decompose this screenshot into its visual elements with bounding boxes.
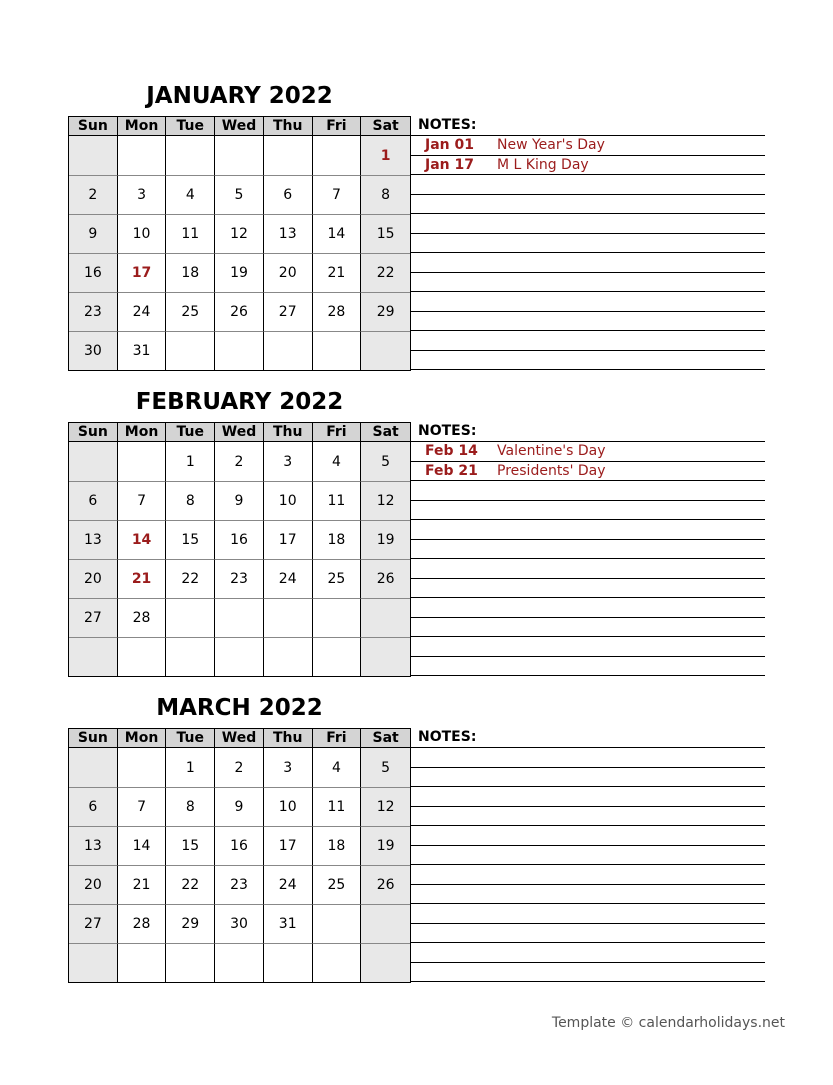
day-cell[interactable]: 9 bbox=[215, 481, 264, 520]
day-cell[interactable]: 12 bbox=[361, 481, 410, 520]
weekday-header: Tue bbox=[166, 117, 215, 136]
empty-day-cell bbox=[118, 748, 167, 787]
day-cell[interactable]: 19 bbox=[361, 826, 410, 865]
day-cell[interactable]: 18 bbox=[166, 253, 215, 292]
empty-day-cell bbox=[215, 136, 264, 175]
empty-day-cell bbox=[264, 331, 313, 370]
weekday-header: Tue bbox=[166, 423, 215, 442]
day-cell[interactable]: 4 bbox=[166, 175, 215, 214]
day-cell[interactable]: 31 bbox=[118, 331, 167, 370]
notes-line[interactable] bbox=[411, 331, 765, 351]
day-cell[interactable]: 27 bbox=[264, 292, 313, 331]
day-cell[interactable]: 5 bbox=[361, 442, 410, 481]
notes-line[interactable] bbox=[411, 442, 765, 462]
day-cell[interactable]: 18 bbox=[313, 520, 362, 559]
empty-day-cell bbox=[69, 136, 118, 175]
day-cell[interactable]: 26 bbox=[361, 559, 410, 598]
day-cell[interactable]: 7 bbox=[118, 481, 167, 520]
empty-day-cell bbox=[166, 598, 215, 637]
notes-label: NOTES: bbox=[411, 422, 765, 442]
day-cell[interactable]: 6 bbox=[264, 175, 313, 214]
weekday-header: Thu bbox=[264, 729, 313, 748]
day-cell[interactable]: 25 bbox=[313, 865, 362, 904]
empty-day-cell bbox=[313, 943, 362, 982]
notes-line[interactable] bbox=[411, 657, 765, 677]
notes-line[interactable] bbox=[411, 885, 765, 905]
notes-line[interactable] bbox=[411, 273, 765, 293]
weekday-header: Fri bbox=[313, 117, 362, 136]
month-title: JANUARY 2022 bbox=[146, 83, 333, 109]
empty-day-cell bbox=[361, 904, 410, 943]
day-cell[interactable]: 21 bbox=[118, 559, 167, 598]
day-cell[interactable]: 31 bbox=[264, 904, 313, 943]
weekday-header: Sun bbox=[69, 729, 118, 748]
notes-line[interactable] bbox=[411, 195, 765, 215]
empty-day-cell bbox=[69, 943, 118, 982]
day-cell[interactable]: 23 bbox=[69, 292, 118, 331]
notes-line[interactable] bbox=[411, 598, 765, 618]
notes-line[interactable] bbox=[411, 924, 765, 944]
day-cell[interactable]: 11 bbox=[313, 787, 362, 826]
notes-line[interactable] bbox=[411, 787, 765, 807]
day-cell[interactable]: 3 bbox=[118, 175, 167, 214]
empty-day-cell bbox=[361, 637, 410, 676]
notes-line[interactable] bbox=[411, 637, 765, 657]
day-cell[interactable]: 16 bbox=[215, 826, 264, 865]
day-cell[interactable]: 17 bbox=[264, 826, 313, 865]
notes-line[interactable] bbox=[411, 520, 765, 540]
notes-label: NOTES: bbox=[411, 728, 765, 748]
notes-line[interactable] bbox=[411, 253, 765, 273]
empty-day-cell bbox=[264, 637, 313, 676]
notes-line[interactable] bbox=[411, 234, 765, 254]
notes-section bbox=[411, 422, 765, 676]
weekday-header: Mon bbox=[118, 729, 167, 748]
weekday-header: Wed bbox=[215, 729, 264, 748]
day-cell[interactable]: 30 bbox=[215, 904, 264, 943]
empty-day-cell bbox=[69, 637, 118, 676]
notes-line[interactable] bbox=[411, 312, 765, 332]
holiday-name: Valentine's Day bbox=[497, 443, 606, 459]
notes-line[interactable] bbox=[411, 904, 765, 924]
day-cell[interactable]: 15 bbox=[361, 214, 410, 253]
empty-day-cell bbox=[118, 136, 167, 175]
notes-label: NOTES: bbox=[411, 116, 765, 136]
day-cell[interactable]: 6 bbox=[69, 787, 118, 826]
day-cell[interactable]: 21 bbox=[313, 253, 362, 292]
month-block-1 bbox=[68, 386, 768, 686]
notes-line[interactable] bbox=[411, 865, 765, 885]
day-cell[interactable]: 28 bbox=[118, 598, 167, 637]
day-cell[interactable]: 27 bbox=[69, 904, 118, 943]
holiday-name: Presidents' Day bbox=[497, 462, 606, 479]
weekday-header: Sun bbox=[69, 117, 118, 136]
empty-day-cell bbox=[69, 442, 118, 481]
holiday-date: Feb 14 bbox=[425, 443, 478, 459]
day-cell[interactable]: 7 bbox=[118, 787, 167, 826]
day-cell[interactable]: 12 bbox=[215, 214, 264, 253]
day-cell[interactable]: 13 bbox=[264, 214, 313, 253]
day-cell[interactable]: 19 bbox=[215, 253, 264, 292]
empty-day-cell bbox=[215, 637, 264, 676]
empty-day-cell bbox=[313, 331, 362, 370]
day-cell[interactable]: 29 bbox=[166, 904, 215, 943]
empty-day-cell bbox=[313, 136, 362, 175]
weekday-header: Fri bbox=[313, 729, 362, 748]
day-cell[interactable]: 24 bbox=[264, 559, 313, 598]
day-cell[interactable]: 26 bbox=[215, 292, 264, 331]
day-cell[interactable]: 24 bbox=[118, 292, 167, 331]
day-cell[interactable]: 17 bbox=[118, 253, 167, 292]
day-cell[interactable]: 10 bbox=[264, 481, 313, 520]
calendar-grid bbox=[68, 422, 411, 677]
month-block-2 bbox=[68, 692, 768, 992]
notes-line[interactable] bbox=[411, 826, 765, 846]
day-cell[interactable]: 21 bbox=[118, 865, 167, 904]
weekday-header: Thu bbox=[264, 117, 313, 136]
holiday-name: New Year's Day bbox=[497, 137, 605, 153]
holiday-name: M L King Day bbox=[497, 156, 589, 173]
day-cell[interactable]: 2 bbox=[69, 175, 118, 214]
empty-day-cell bbox=[166, 136, 215, 175]
day-cell[interactable]: 3 bbox=[264, 748, 313, 787]
notes-line[interactable] bbox=[411, 618, 765, 638]
footer-credit: Template © calendarholidays.net bbox=[551, 1015, 785, 1031]
weekday-header: Sat bbox=[361, 423, 410, 442]
day-cell[interactable]: 1 bbox=[166, 748, 215, 787]
weekday-header: Sat bbox=[361, 117, 410, 136]
holiday-date: Feb 21 bbox=[425, 462, 478, 479]
empty-day-cell bbox=[215, 331, 264, 370]
notes-line[interactable] bbox=[411, 579, 765, 599]
empty-day-cell bbox=[118, 943, 167, 982]
day-cell[interactable]: 20 bbox=[264, 253, 313, 292]
day-cell[interactable]: 15 bbox=[166, 826, 215, 865]
day-cell[interactable]: 16 bbox=[215, 520, 264, 559]
empty-day-cell bbox=[166, 637, 215, 676]
empty-day-cell bbox=[215, 598, 264, 637]
day-cell[interactable]: 22 bbox=[166, 559, 215, 598]
empty-day-cell bbox=[118, 637, 167, 676]
day-cell[interactable]: 4 bbox=[313, 442, 362, 481]
day-cell[interactable]: 23 bbox=[215, 559, 264, 598]
day-cell[interactable]: 14 bbox=[313, 214, 362, 253]
holiday-date: Jan 17 bbox=[425, 156, 474, 173]
day-cell[interactable]: 9 bbox=[69, 214, 118, 253]
month-title: FEBRUARY 2022 bbox=[135, 389, 344, 415]
day-cell[interactable]: 20 bbox=[69, 865, 118, 904]
day-cell[interactable]: 28 bbox=[118, 904, 167, 943]
notes-line[interactable] bbox=[411, 156, 765, 176]
day-cell[interactable]: 22 bbox=[361, 253, 410, 292]
empty-day-cell bbox=[313, 598, 362, 637]
day-cell[interactable]: 16 bbox=[69, 253, 118, 292]
notes-line[interactable] bbox=[411, 963, 765, 983]
day-cell[interactable]: 5 bbox=[361, 748, 410, 787]
empty-day-cell bbox=[264, 598, 313, 637]
notes-line[interactable] bbox=[411, 501, 765, 521]
weekday-header: Thu bbox=[264, 423, 313, 442]
notes-line[interactable] bbox=[411, 175, 765, 195]
day-cell[interactable]: 5 bbox=[215, 175, 264, 214]
empty-day-cell bbox=[264, 136, 313, 175]
day-cell[interactable]: 7 bbox=[313, 175, 362, 214]
notes-line[interactable] bbox=[411, 540, 765, 560]
notes-line[interactable] bbox=[411, 214, 765, 234]
empty-day-cell bbox=[118, 442, 167, 481]
day-cell[interactable]: 14 bbox=[118, 520, 167, 559]
notes-line[interactable] bbox=[411, 943, 765, 963]
day-cell[interactable]: 19 bbox=[361, 520, 410, 559]
day-cell[interactable]: 25 bbox=[313, 559, 362, 598]
day-cell[interactable]: 12 bbox=[361, 787, 410, 826]
day-cell[interactable]: 8 bbox=[361, 175, 410, 214]
notes-line[interactable] bbox=[411, 768, 765, 788]
empty-day-cell bbox=[215, 943, 264, 982]
weekday-header: Sun bbox=[69, 423, 118, 442]
day-cell[interactable]: 25 bbox=[166, 292, 215, 331]
day-cell[interactable]: 14 bbox=[118, 826, 167, 865]
day-cell[interactable]: 9 bbox=[215, 787, 264, 826]
day-cell[interactable]: 23 bbox=[215, 865, 264, 904]
notes-section bbox=[411, 728, 765, 982]
day-cell[interactable]: 15 bbox=[166, 520, 215, 559]
calendar-grid bbox=[68, 728, 411, 983]
day-cell[interactable]: 13 bbox=[69, 520, 118, 559]
holiday-date: Jan 01 bbox=[425, 137, 474, 153]
weekday-header: Tue bbox=[166, 729, 215, 748]
notes-line[interactable] bbox=[411, 462, 765, 482]
weekday-header: Mon bbox=[118, 117, 167, 136]
day-cell[interactable]: 30 bbox=[69, 331, 118, 370]
day-cell[interactable]: 28 bbox=[313, 292, 362, 331]
day-cell[interactable]: 26 bbox=[361, 865, 410, 904]
day-cell[interactable]: 8 bbox=[166, 481, 215, 520]
empty-day-cell bbox=[361, 943, 410, 982]
weekday-header: Wed bbox=[215, 117, 264, 136]
day-cell[interactable]: 1 bbox=[361, 136, 410, 175]
day-cell[interactable]: 8 bbox=[166, 787, 215, 826]
day-cell[interactable]: 1 bbox=[166, 442, 215, 481]
weekday-header: Mon bbox=[118, 423, 167, 442]
weekday-header: Wed bbox=[215, 423, 264, 442]
empty-day-cell bbox=[69, 748, 118, 787]
day-cell[interactable]: 29 bbox=[361, 292, 410, 331]
notes-line[interactable] bbox=[411, 292, 765, 312]
day-cell[interactable]: 22 bbox=[166, 865, 215, 904]
day-cell[interactable]: 2 bbox=[215, 442, 264, 481]
day-cell[interactable]: 11 bbox=[313, 481, 362, 520]
day-cell[interactable]: 27 bbox=[69, 598, 118, 637]
day-cell[interactable]: 10 bbox=[118, 214, 167, 253]
day-cell[interactable]: 24 bbox=[264, 865, 313, 904]
day-cell[interactable]: 20 bbox=[69, 559, 118, 598]
notes-line[interactable] bbox=[411, 351, 765, 371]
empty-day-cell bbox=[361, 331, 410, 370]
notes-line[interactable] bbox=[411, 136, 765, 156]
empty-day-cell bbox=[264, 943, 313, 982]
day-cell[interactable]: 11 bbox=[166, 214, 215, 253]
empty-day-cell bbox=[313, 904, 362, 943]
day-cell[interactable]: 2 bbox=[215, 748, 264, 787]
day-cell[interactable]: 10 bbox=[264, 787, 313, 826]
day-cell[interactable]: 17 bbox=[264, 520, 313, 559]
empty-day-cell bbox=[166, 331, 215, 370]
day-cell[interactable]: 13 bbox=[69, 826, 118, 865]
month-block-0 bbox=[68, 80, 768, 380]
empty-day-cell bbox=[166, 943, 215, 982]
notes-line[interactable] bbox=[411, 481, 765, 501]
empty-day-cell bbox=[361, 598, 410, 637]
day-cell[interactable]: 18 bbox=[313, 826, 362, 865]
day-cell[interactable]: 6 bbox=[69, 481, 118, 520]
weekday-header: Fri bbox=[313, 423, 362, 442]
empty-day-cell bbox=[313, 637, 362, 676]
notes-section bbox=[411, 116, 765, 370]
notes-line[interactable] bbox=[411, 748, 765, 768]
weekday-header: Sat bbox=[361, 729, 410, 748]
calendar-grid bbox=[68, 116, 411, 371]
day-cell[interactable]: 4 bbox=[313, 748, 362, 787]
notes-line[interactable] bbox=[411, 559, 765, 579]
notes-line[interactable] bbox=[411, 846, 765, 866]
month-title: MARCH 2022 bbox=[156, 695, 323, 721]
day-cell[interactable]: 3 bbox=[264, 442, 313, 481]
notes-line[interactable] bbox=[411, 807, 765, 827]
